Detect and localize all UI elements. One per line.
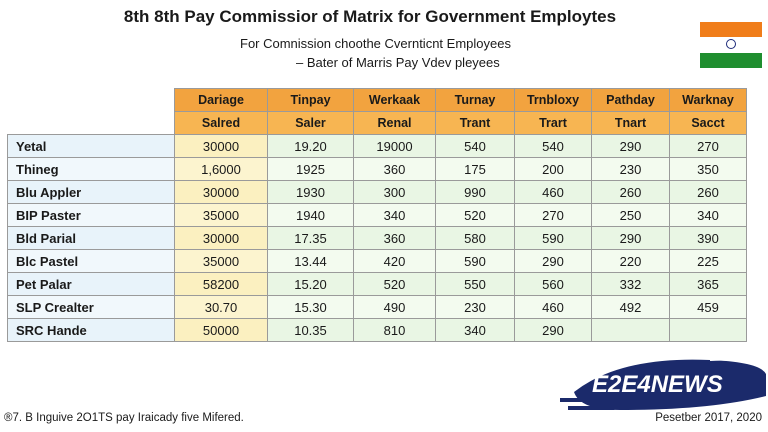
table-row	[8, 273, 747, 296]
table-cell: 520	[354, 273, 436, 296]
table-row	[8, 250, 747, 273]
table-cell: 270	[515, 204, 592, 227]
table-cell: 1925	[268, 158, 354, 181]
column-header: Pathday	[592, 89, 670, 112]
table-cell: 340	[670, 204, 747, 227]
row-label: Yetal	[8, 135, 175, 158]
table-cell: 340	[354, 204, 436, 227]
subtitle-line-1: For Comnission choothe Cvernticnt Employees	[240, 36, 511, 51]
column-subheader: Renal	[354, 112, 436, 135]
table-cell: 492	[592, 296, 670, 319]
column-header: Warknay	[670, 89, 747, 112]
column-subheader: Trant	[436, 112, 515, 135]
table-cell: 810	[354, 319, 436, 342]
row-label: SRC Hande	[8, 319, 175, 342]
footer-date: Pesetber 2017, 2020	[655, 412, 762, 424]
column-subheader: Saler	[268, 112, 354, 135]
column-header: Dariage	[175, 89, 268, 112]
table-cell: 220	[592, 250, 670, 273]
table-cell: 460	[515, 296, 592, 319]
column-subheader: Salred	[175, 112, 268, 135]
table-cell	[592, 319, 670, 342]
table-cell: 58200	[175, 273, 268, 296]
row-label: Blu Appler	[8, 181, 175, 204]
table-cell: 19000	[354, 135, 436, 158]
table-cell: 560	[515, 273, 592, 296]
table-cell: 360	[354, 227, 436, 250]
table-cell: 1940	[268, 204, 354, 227]
footer-note: ®7. B Inguive 2O1TS pay Iraicady five Mifered.	[4, 412, 244, 424]
table-cell: 580	[436, 227, 515, 250]
table-cell: 300	[354, 181, 436, 204]
table-cell: 200	[515, 158, 592, 181]
table-cell: 332	[592, 273, 670, 296]
table-cell: 590	[436, 250, 515, 273]
table-cell: 270	[670, 135, 747, 158]
row-label: Thineg	[8, 158, 175, 181]
table-cell: 290	[515, 319, 592, 342]
table-cell: 30000	[175, 227, 268, 250]
table-cell: 590	[515, 227, 592, 250]
table-cell: 460	[515, 181, 592, 204]
table-cell: 459	[670, 296, 747, 319]
table-row	[8, 204, 747, 227]
subtitle-line-2: – Bater of Marris Pay Vdev pleyees	[296, 55, 500, 70]
table-cell: 30000	[175, 181, 268, 204]
column-subheader: Sacct	[670, 112, 747, 135]
table-cell: 540	[515, 135, 592, 158]
logo-text: E2E4NEWS	[592, 371, 723, 398]
table-row	[8, 296, 747, 319]
table-cell: 15.30	[268, 296, 354, 319]
table-cell: 360	[354, 158, 436, 181]
table-cell: 260	[592, 181, 670, 204]
row-label: BIP Paster	[8, 204, 175, 227]
table-cell	[670, 319, 747, 342]
table-cell: 50000	[175, 319, 268, 342]
table-cell: 10.35	[268, 319, 354, 342]
table-cell: 17.35	[268, 227, 354, 250]
table-cell: 990	[436, 181, 515, 204]
column-header: Trnbloxy	[515, 89, 592, 112]
table-cell: 290	[592, 227, 670, 250]
table-cell: 30000	[175, 135, 268, 158]
table-cell: 365	[670, 273, 747, 296]
table-row	[8, 319, 747, 342]
column-subheader: Tnart	[592, 112, 670, 135]
page-title: 8th 8th Pay Commissior of Matrix for Government Employtes	[123, 7, 617, 26]
pay-matrix-table	[7, 88, 747, 342]
table-cell: 225	[670, 250, 747, 273]
table-cell: 550	[436, 273, 515, 296]
table-cell: 260	[670, 181, 747, 204]
table-cell: 1930	[268, 181, 354, 204]
row-label: Blc Pastel	[8, 250, 175, 273]
table-cell: 290	[592, 135, 670, 158]
table-row	[8, 158, 747, 181]
table-row	[8, 227, 747, 250]
table-cell: 35000	[175, 204, 268, 227]
e2e4news-logo	[560, 352, 768, 414]
column-header: Turnay	[436, 89, 515, 112]
table-cell: 490	[354, 296, 436, 319]
table-cell: 350	[670, 158, 747, 181]
table-cell: 175	[436, 158, 515, 181]
row-label: Bld Parial	[8, 227, 175, 250]
header-row-2	[8, 112, 747, 135]
ashoka-chakra-icon	[726, 39, 736, 49]
table-cell: 230	[436, 296, 515, 319]
table-cell: 35000	[175, 250, 268, 273]
table-cell: 520	[436, 204, 515, 227]
table-row	[8, 135, 747, 158]
column-subheader: Trart	[515, 112, 592, 135]
table-cell: 13.44	[268, 250, 354, 273]
table-cell: 390	[670, 227, 747, 250]
table-row	[8, 181, 747, 204]
header-row-1	[8, 89, 747, 112]
table-cell: 1,6000	[175, 158, 268, 181]
table-cell: 30.70	[175, 296, 268, 319]
table-cell: 15.20	[268, 273, 354, 296]
table-cell: 340	[436, 319, 515, 342]
table-cell: 230	[592, 158, 670, 181]
india-flag-icon	[700, 22, 762, 68]
row-label: SLP Crealter	[8, 296, 175, 319]
table-cell: 420	[354, 250, 436, 273]
table-cell: 250	[592, 204, 670, 227]
column-header: Tinpay	[268, 89, 354, 112]
table-cell: 290	[515, 250, 592, 273]
table-cell: 540	[436, 135, 515, 158]
row-label: Pet Palar	[8, 273, 175, 296]
table-cell: 19.20	[268, 135, 354, 158]
column-header: Werkaak	[354, 89, 436, 112]
